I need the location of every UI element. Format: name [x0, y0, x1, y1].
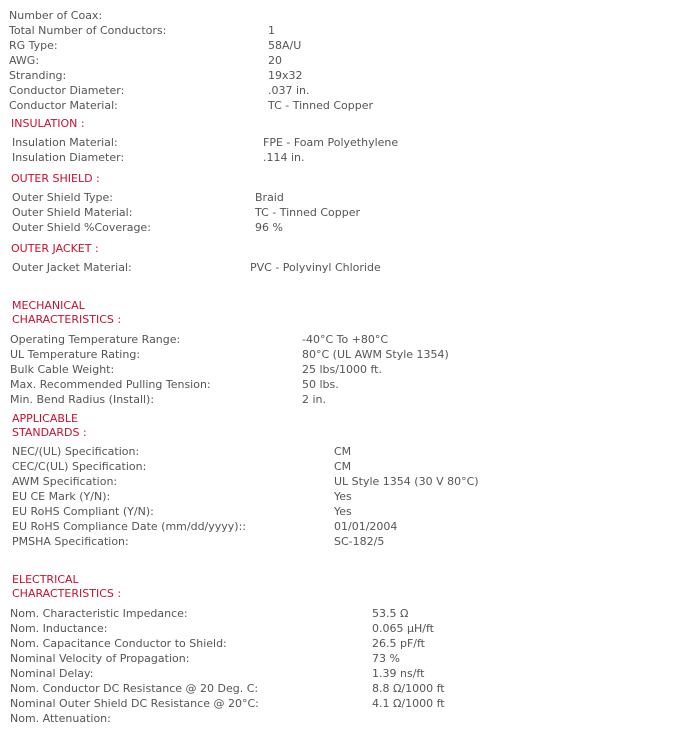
spec-value: 8.8 Ω/1000 ft [372, 682, 445, 695]
spec-value: 80°C (UL AWM Style 1354) [302, 348, 449, 361]
spec-value: SC-182/5 [334, 535, 385, 548]
spec-value: 50 lbs. [302, 378, 339, 391]
spec-value: Braid [255, 191, 284, 204]
spec-value: 73 % [372, 652, 400, 665]
spec-label: Outer Shield Material: [12, 206, 133, 219]
section-heading-line1: MECHANICAL [12, 299, 85, 312]
spec-label: Nom. Characteristic Impedance: [10, 607, 188, 620]
spec-value: 01/01/2004 [334, 520, 398, 533]
spec-value: TC - Tinned Copper [268, 99, 374, 112]
spec-label: Nominal Outer Shield DC Resistance @ 20°C: [10, 697, 259, 710]
section-heading-line1: ELECTRICAL [12, 573, 79, 586]
spec-value: TC - Tinned Copper [255, 206, 361, 219]
spec-label: Insulation Diameter: [12, 151, 125, 164]
section-heading-line2: CHARACTERISTICS : [12, 587, 122, 600]
spec-label: EU RoHS Compliant (Y/N): [12, 505, 154, 518]
section-heading: OUTER JACKET : [11, 242, 99, 255]
spec-value: FPE - Foam Polyethylene [263, 136, 399, 149]
spec-label: Nom. Conductor DC Resistance @ 20 Deg. C: [10, 682, 259, 695]
spec-value: 53.5 Ω [372, 607, 409, 620]
spec-value: .037 in. [268, 84, 310, 97]
spec-value: PVC - Polyvinyl Chloride [250, 261, 381, 274]
spec-label: Nom. Capacitance Conductor to Shield: [10, 637, 227, 650]
spec-value: -40°C To +80°C [302, 333, 389, 346]
spec-label: Number of Coax: [9, 9, 103, 22]
spec-value: 20 [268, 54, 282, 67]
spec-label: AWM Specification: [12, 475, 118, 488]
spec-label: Outer Shield Type: [12, 191, 114, 204]
spec-value: 2 in. [302, 393, 327, 406]
section-heading-line2: STANDARDS : [12, 426, 87, 439]
spec-label: RG Type: [9, 39, 58, 52]
spec-value: 96 % [255, 221, 283, 234]
spec-label: Min. Bend Radius (Install): [10, 393, 155, 406]
section-heading-line2: CHARACTERISTICS : [12, 313, 122, 326]
spec-value: 19x32 [268, 69, 303, 82]
spec-value: Yes [334, 490, 352, 503]
section-heading: INSULATION : [11, 117, 85, 130]
section-heading: OUTER SHIELD : [11, 172, 100, 185]
spec-label: Outer Jacket Material: [12, 261, 132, 274]
spec-label: Conductor Diameter: [9, 84, 125, 97]
spec-label: Total Number of Conductors: [9, 24, 167, 37]
spec-value: 1.39 ns/ft [372, 667, 425, 680]
spec-label: PMSHA Specification: [12, 535, 129, 548]
spec-label: CEC/C(UL) Specification: [12, 460, 147, 473]
spec-value: Yes [334, 505, 352, 518]
spec-value: .114 in. [263, 151, 305, 164]
spec-label: Operating Temperature Range: [10, 333, 181, 346]
spec-value: CM [334, 445, 352, 458]
spec-value: 58A/U [268, 39, 302, 52]
spec-label: Bulk Cable Weight: [10, 363, 115, 376]
spec-label: Nom. Inductance: [10, 622, 108, 635]
spec-label: NEC/(UL) Specification: [12, 445, 140, 458]
spec-value: 26.5 pF/ft [372, 637, 425, 650]
spec-label: Nominal Delay: [10, 667, 94, 680]
spec-label: Nom. Attenuation: [10, 712, 111, 725]
spec-label: UL Temperature Rating: [10, 348, 141, 361]
spec-value: 25 lbs/1000 ft. [302, 363, 382, 376]
spec-value: 4.1 Ω/1000 ft [372, 697, 445, 710]
spec-label: Nominal Velocity of Propagation: [10, 652, 190, 665]
spec-label: Outer Shield %Coverage: [12, 221, 151, 234]
spec-value: 1 [268, 24, 275, 37]
spec-value: 0.065 µH/ft [372, 622, 434, 635]
spec-label: AWG: [9, 54, 40, 67]
spec-label: Max. Recommended Pulling Tension: [10, 378, 211, 391]
spec-value: CM [334, 460, 352, 473]
spec-label: Insulation Material: [12, 136, 118, 149]
spec-label: EU CE Mark (Y/N): [12, 490, 111, 503]
section-heading-line1: APPLICABLE [12, 412, 78, 425]
spec-label: Stranding: [9, 69, 67, 82]
spec-label: EU RoHS Compliance Date (mm/dd/yyyy):: [12, 520, 247, 533]
spec-value: UL Style 1354 (30 V 80°C) [334, 475, 479, 488]
spec-label: Conductor Material: [9, 99, 118, 112]
